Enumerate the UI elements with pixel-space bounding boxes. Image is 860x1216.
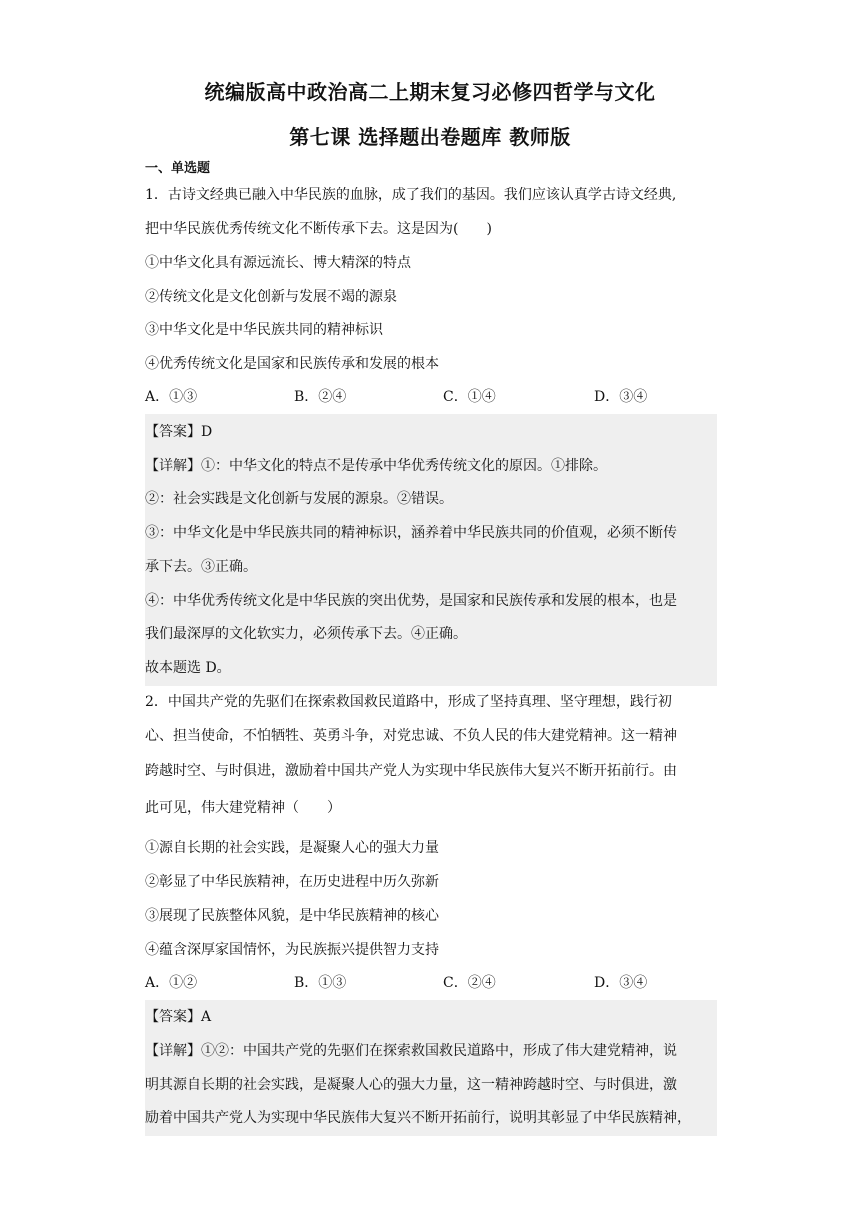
question-1-statement: ④优秀传统文化是国家和民族传承和发展的根本	[145, 356, 439, 372]
question-1-explanation-line: ③：中华文化是中华民族共同的精神标识，涵养着中华民族共同的价值观，必须不断传	[145, 525, 677, 541]
question-1-explanation-line: 故本题选 D。	[145, 660, 231, 676]
question-2-stem-line: 心、担当使命，不怕牺牲、英勇斗争，对党忠诚、不负人民的伟大建党精神。这一精神	[145, 728, 677, 744]
question-2-option-b: B．①③	[294, 975, 347, 991]
section-heading: 一、单选题	[145, 161, 211, 176]
question-1-answer-block	[145, 414, 717, 686]
question-2-statement: ④蕴含深厚家国情怀，为民族振兴提供智力支持	[145, 942, 439, 958]
question-1-stem-line: 1．古诗文经典已融入中华民族的血脉，成了我们的基因。我们应该认真学古诗文经典,	[145, 187, 677, 203]
question-1-statement: ①中华文化具有源远流长、博大精深的特点	[145, 255, 411, 271]
question-2-statement: ③展现了民族整体风貌，是中华民族精神的核心	[145, 908, 439, 924]
question-1-explanation-line: ②：社会实践是文化创新与发展的源泉。②错误。	[145, 491, 453, 507]
question-2-stem-line: 此可见，伟大建党精神（ ）	[145, 800, 341, 816]
question-2-explanation-line: 励着中国共产党人为实现中华民族伟大复兴不断开拓前行，说明其彰显了中华民族精神，	[145, 1110, 691, 1126]
question-2-explanation-line: 明其源自长期的社会实践，是凝聚人心的强大力量，这一精神跨越时空、与时俱进，激	[145, 1077, 677, 1093]
question-2-option-a: A．①②	[145, 975, 198, 991]
question-2-explanation-line: 【详解】①②：中国共产党的先驱们在探索救国救民道路中，形成了伟大建党精神，说	[145, 1043, 677, 1059]
question-2-statement: ②彰显了中华民族精神，在历史进程中历久弥新	[145, 874, 439, 890]
question-1-explanation-line: ④：中华优秀传统文化是中华民族的突出优势，是国家和民族传承和发展的根本，也是	[145, 593, 677, 609]
question-1-statement: ③中华文化是中华民族共同的精神标识	[145, 322, 383, 338]
question-2-option-d: D．③④	[594, 975, 648, 991]
question-1-option-b: B．②④	[294, 389, 347, 405]
question-2-answer: 【答案】A	[145, 1009, 212, 1025]
question-1-explanation-line: 我们最深厚的文化软实力，必须传承下去。④正确。	[145, 626, 467, 642]
question-2-statement: ①源自长期的社会实践，是凝聚人心的强大力量	[145, 840, 439, 856]
question-2-stem-line: 跨越时空、与时俱进，激励着中国共产党人为实现中华民族伟大复兴不断开拓前行。由	[145, 763, 677, 779]
question-1-stem-line: 把中华民族优秀传统文化不断传承下去。这是因为( )	[145, 221, 492, 237]
document-subtitle: 第七课 选择题出卷题库 教师版	[289, 125, 571, 149]
question-2-option-c: C．②④	[443, 975, 496, 991]
document-title: 统编版高中政治高二上期末复习必修四哲学与文化	[204, 80, 656, 104]
question-1-explanation-line: 承下去。③正确。	[145, 559, 257, 575]
question-1-option-c: C．①④	[443, 389, 496, 405]
question-1-option-d: D．③④	[594, 389, 648, 405]
question-1-statement: ②传统文化是文化创新与发展不竭的源泉	[145, 289, 397, 305]
question-2-stem-line: 2．中国共产党的先驱们在探索救国救民道路中，形成了坚持真理、坚守理想，践行初	[145, 694, 672, 710]
question-1-option-a: A．①③	[145, 389, 198, 405]
question-1-explanation-line: 【详解】①：中华文化的特点不是传承中华优秀传统文化的原因。①排除。	[145, 458, 607, 474]
question-1-answer: 【答案】D	[145, 424, 213, 440]
